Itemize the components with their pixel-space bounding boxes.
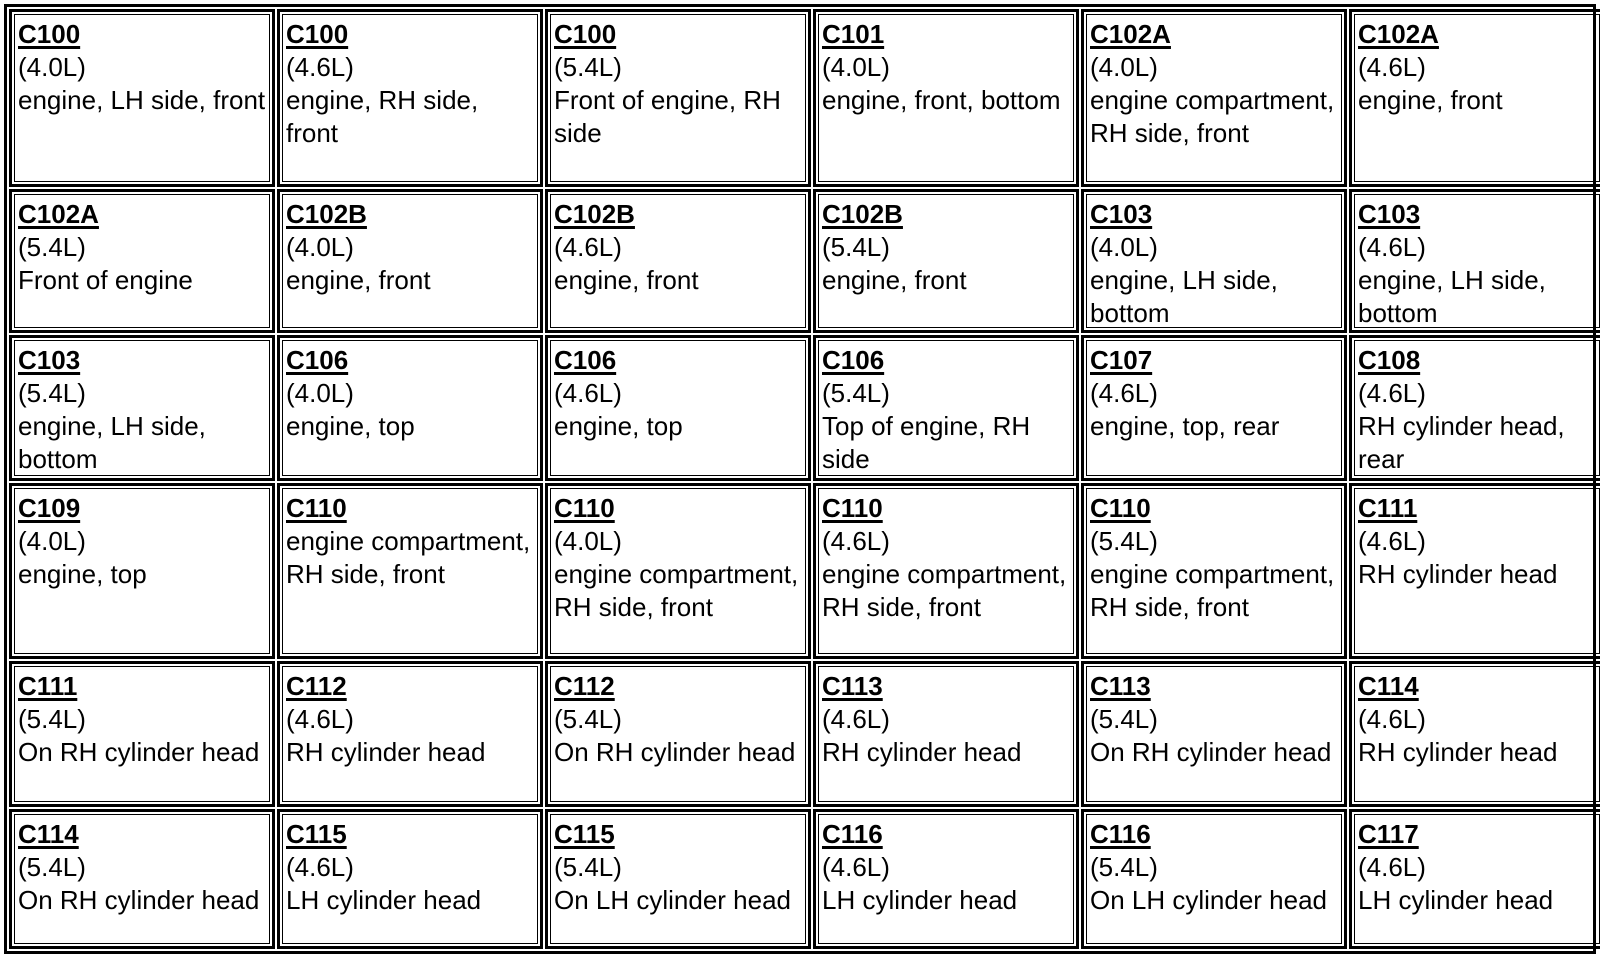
engine-size: (4.6L)	[822, 704, 890, 734]
connector-location: engine, top	[18, 559, 147, 589]
connector-code-link[interactable]: C114	[1358, 671, 1419, 701]
connector-cell	[1349, 189, 1600, 333]
connector-location: engine, front	[554, 265, 699, 295]
connector-cell	[1081, 189, 1347, 333]
engine-size: (5.4L)	[822, 232, 890, 262]
connector-location: engine, top, rear	[1090, 411, 1280, 441]
connector-cell	[1081, 335, 1347, 481]
engine-size: (4.6L)	[286, 52, 354, 82]
connector-code-link[interactable]: C116	[1090, 819, 1151, 849]
connector-location: RH cylinder head	[1358, 559, 1558, 589]
connector-cell	[9, 335, 275, 481]
connector-cell	[1349, 483, 1600, 659]
connector-code-link[interactable]: C101	[822, 19, 885, 49]
connector-cell	[545, 9, 811, 187]
connector-location: On RH cylinder head	[1090, 737, 1332, 767]
connector-cell	[277, 483, 543, 659]
connector-cell	[277, 809, 543, 949]
connector-code-link[interactable]: C106	[286, 345, 349, 375]
connector-code-link[interactable]: C117	[1358, 819, 1419, 849]
connector-cell	[1349, 809, 1600, 949]
connector-code-link[interactable]: C100	[18, 19, 81, 49]
connector-code-link[interactable]: C103	[18, 345, 81, 375]
engine-size: (5.4L)	[554, 704, 622, 734]
connector-cell	[545, 661, 811, 807]
connector-cell	[9, 661, 275, 807]
connector-code-link[interactable]: C102A	[1358, 19, 1439, 49]
connector-location: engine compartment, RH side, front	[1090, 85, 1335, 148]
connector-location: engine, LH side, bottom	[1358, 265, 1546, 328]
connector-code-link[interactable]: C110	[822, 493, 883, 523]
engine-size: (4.0L)	[822, 52, 890, 82]
connector-code-link[interactable]: C102B	[286, 199, 367, 229]
engine-size: (4.0L)	[286, 378, 354, 408]
connector-code-link[interactable]: C112	[286, 671, 347, 701]
connector-location: On LH cylinder head	[1090, 885, 1328, 915]
engine-size: (4.6L)	[1090, 378, 1158, 408]
connector-code-link[interactable]: C102B	[822, 199, 903, 229]
connector-location: Front of engine	[18, 265, 193, 295]
engine-size: (4.6L)	[1358, 526, 1426, 556]
connector-location: LH cylinder head	[1358, 885, 1554, 915]
connector-location: engine compartment, RH side, front	[822, 559, 1067, 622]
connector-location: LH cylinder head	[822, 885, 1018, 915]
connector-location: engine compartment, RH side, front	[1090, 559, 1335, 622]
connector-location: engine compartment, RH side, front	[286, 526, 531, 589]
connector-code-link[interactable]: C110	[1090, 493, 1151, 523]
connector-location: engine, front	[822, 265, 967, 295]
connector-code-link[interactable]: C103	[1090, 199, 1153, 229]
connector-cell	[1081, 9, 1347, 187]
connector-location: engine, front	[1358, 85, 1503, 115]
engine-size: (4.0L)	[1090, 52, 1158, 82]
connector-location: RH cylinder head	[1358, 737, 1558, 767]
connector-cell	[1081, 661, 1347, 807]
engine-size: (4.6L)	[822, 852, 890, 882]
connector-location: engine, front, bottom	[822, 85, 1061, 115]
connector-code-link[interactable]: C115	[286, 819, 347, 849]
engine-size: (4.6L)	[1358, 704, 1426, 734]
connector-location: LH cylinder head	[286, 885, 482, 915]
engine-size: (4.0L)	[286, 232, 354, 262]
connector-cell	[1349, 661, 1600, 807]
engine-size: (5.4L)	[822, 378, 890, 408]
connector-cell	[813, 189, 1079, 333]
connector-location: engine compartment, RH side, front	[554, 559, 799, 622]
connector-location: On RH cylinder head	[18, 737, 260, 767]
engine-size: (5.4L)	[18, 704, 86, 734]
connector-code-link[interactable]: C113	[822, 671, 883, 701]
connector-cell	[1081, 809, 1347, 949]
connector-code-link[interactable]: C100	[554, 19, 617, 49]
connector-code-link[interactable]: C112	[554, 671, 615, 701]
engine-size: (5.4L)	[554, 52, 622, 82]
connector-cell	[545, 809, 811, 949]
connector-code-link[interactable]: C115	[554, 819, 615, 849]
connector-code-link[interactable]: C110	[554, 493, 615, 523]
engine-size: (4.6L)	[1358, 232, 1426, 262]
connector-cell	[813, 335, 1079, 481]
engine-size: (4.6L)	[1358, 378, 1426, 408]
engine-size: (5.4L)	[18, 852, 86, 882]
connector-code-link[interactable]: C110	[286, 493, 347, 523]
engine-size: (4.6L)	[286, 852, 354, 882]
connector-code-link[interactable]: C106	[822, 345, 885, 375]
connector-code-link[interactable]: C111	[18, 671, 78, 701]
connector-code-link[interactable]: C100	[286, 19, 349, 49]
connector-location: RH cylinder head	[286, 737, 486, 767]
connector-cell	[813, 661, 1079, 807]
connector-code-link[interactable]: C108	[1358, 345, 1421, 375]
connector-location: RH cylinder head, rear	[1358, 411, 1565, 474]
connector-code-link[interactable]: C114	[18, 819, 79, 849]
connector-cell	[545, 189, 811, 333]
connector-location: engine, LH side, front	[18, 85, 266, 115]
connector-location: engine, LH side, bottom	[18, 411, 206, 474]
connector-cell	[1081, 483, 1347, 659]
connector-location: On RH cylinder head	[18, 885, 260, 915]
connector-location: RH cylinder head	[822, 737, 1022, 767]
engine-size: (5.4L)	[1090, 704, 1158, 734]
engine-size: (4.6L)	[286, 704, 354, 734]
engine-size: (4.6L)	[1358, 52, 1426, 82]
engine-size: (4.0L)	[18, 52, 86, 82]
engine-size: (4.0L)	[554, 526, 622, 556]
connector-location: engine, top	[554, 411, 683, 441]
connector-location: engine, front	[286, 265, 431, 295]
connector-cell	[813, 483, 1079, 659]
engine-size: (4.0L)	[18, 526, 86, 556]
connector-cell	[277, 661, 543, 807]
connector-code-link[interactable]: C111	[1358, 493, 1418, 523]
connector-location: On LH cylinder head	[554, 885, 792, 915]
connector-code-link[interactable]: C106	[554, 345, 617, 375]
connector-location-table	[4, 4, 1596, 954]
engine-size: (4.6L)	[822, 526, 890, 556]
connector-cell	[9, 809, 275, 949]
connector-cell	[9, 9, 275, 187]
engine-size: (5.4L)	[554, 852, 622, 882]
connector-code-link[interactable]: C102A	[18, 199, 99, 229]
connector-code-link[interactable]: C116	[822, 819, 883, 849]
connector-cell	[9, 189, 275, 333]
connector-cell	[277, 335, 543, 481]
connector-code-link[interactable]: C102B	[554, 199, 635, 229]
connector-location: engine, top	[286, 411, 415, 441]
connector-cell	[545, 483, 811, 659]
connector-cell	[545, 335, 811, 481]
connector-cell	[1349, 9, 1600, 187]
engine-size: (4.6L)	[554, 378, 622, 408]
connector-code-link[interactable]: C103	[1358, 199, 1421, 229]
connector-code-link[interactable]: C102A	[1090, 19, 1171, 49]
connector-cell	[9, 483, 275, 659]
connector-cell	[813, 809, 1079, 949]
connector-location: Front of engine, RH side	[554, 85, 781, 148]
connector-location: engine, LH side, bottom	[1090, 265, 1278, 328]
connector-cell	[277, 9, 543, 187]
connector-code-link[interactable]: C113	[1090, 671, 1151, 701]
connector-location: engine, RH side, front	[286, 85, 479, 148]
engine-size: (5.4L)	[1090, 526, 1158, 556]
connector-location: On RH cylinder head	[554, 737, 796, 767]
engine-size: (4.0L)	[1090, 232, 1158, 262]
engine-size: (4.6L)	[554, 232, 622, 262]
connector-cell	[813, 9, 1079, 187]
engine-size: (5.4L)	[18, 232, 86, 262]
engine-size: (5.4L)	[1090, 852, 1158, 882]
connector-cell	[1349, 335, 1600, 481]
connector-code-link[interactable]: C109	[18, 493, 81, 523]
engine-size: (4.6L)	[1358, 852, 1426, 882]
connector-code-link[interactable]: C107	[1090, 345, 1153, 375]
connector-cell	[277, 189, 543, 333]
connector-location: Top of engine, RH side	[822, 411, 1031, 474]
engine-size: (5.4L)	[18, 378, 86, 408]
